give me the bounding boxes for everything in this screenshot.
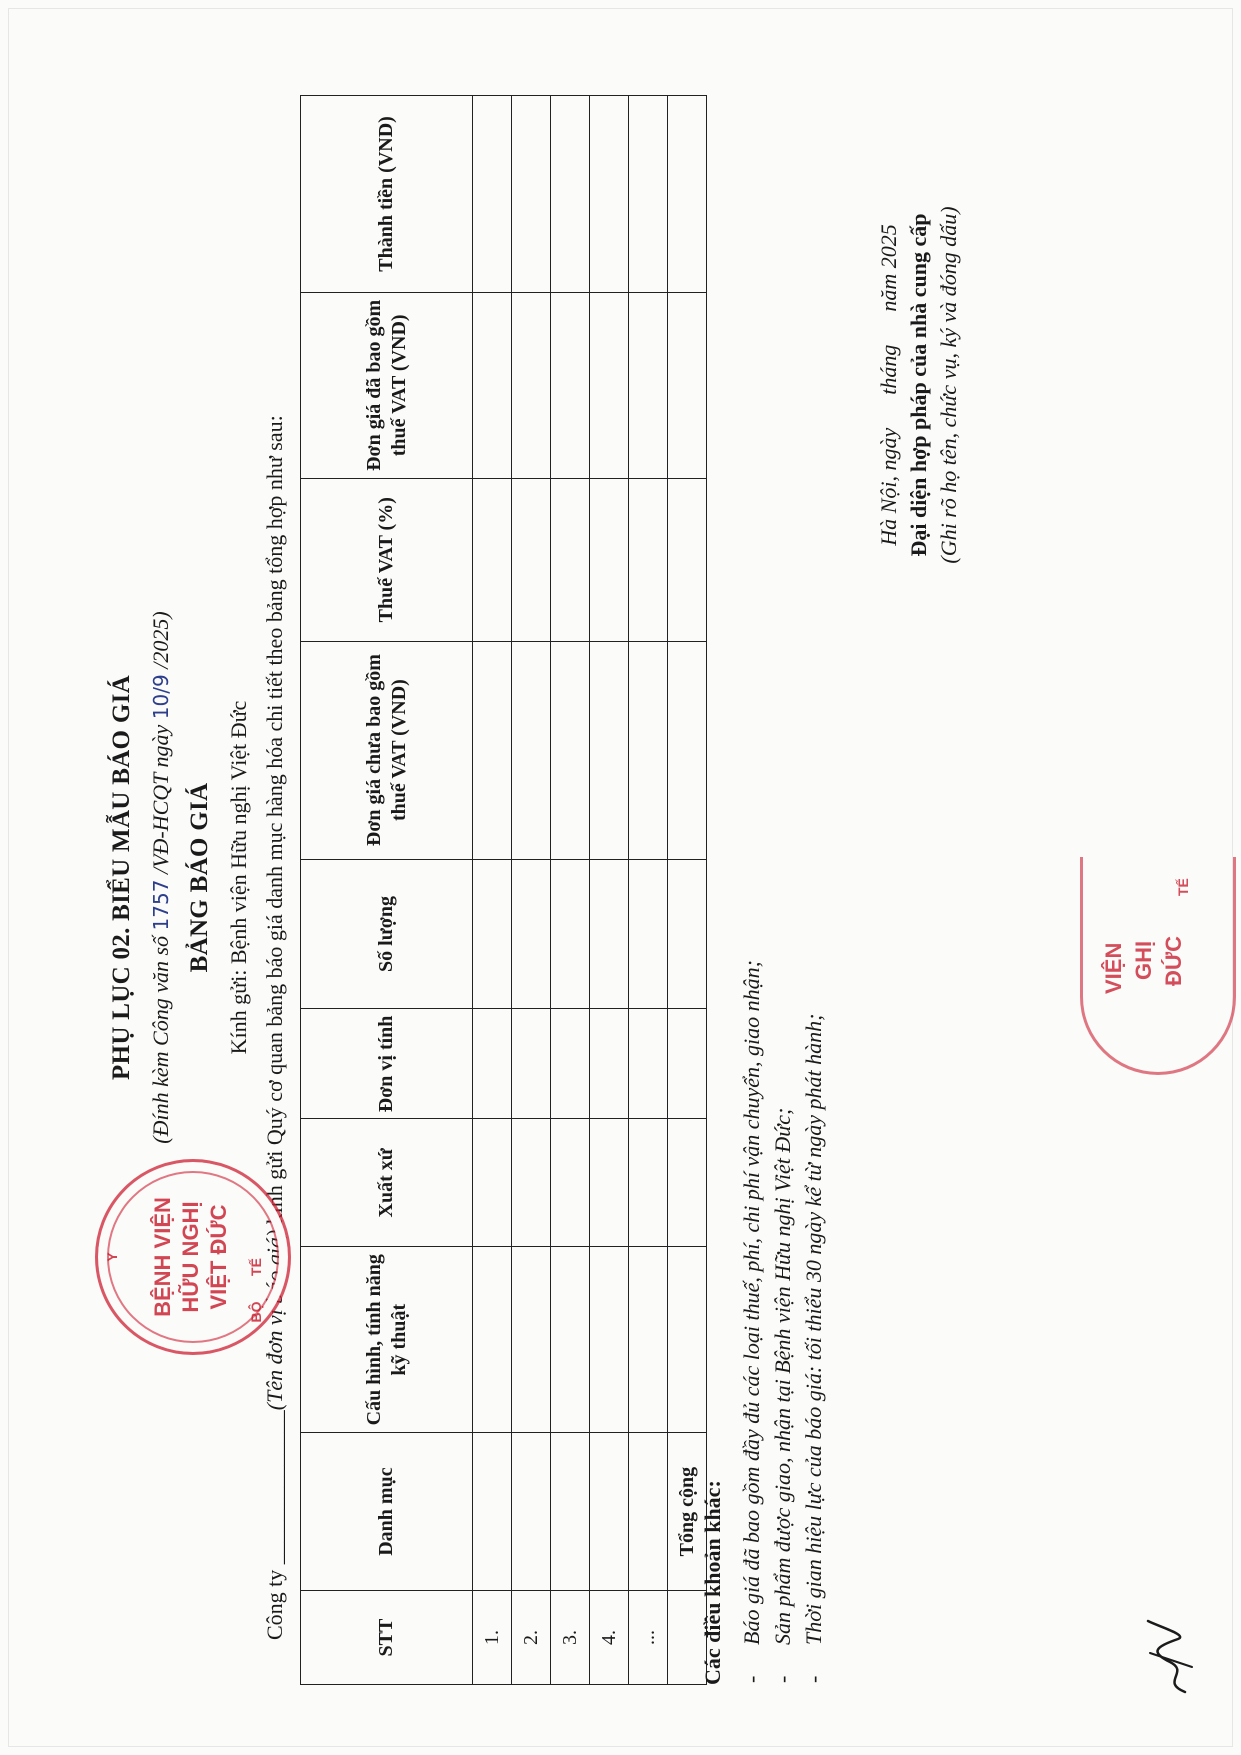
cell[interactable]	[668, 1119, 707, 1247]
handwritten-initial-icon	[1140, 1617, 1200, 1697]
company-line	[262, 40, 288, 1640]
hospital-seal-stamp	[95, 1159, 291, 1355]
cell[interactable]	[668, 1009, 707, 1119]
cell[interactable]	[512, 292, 551, 478]
cell[interactable]	[551, 1009, 590, 1119]
cell[interactable]	[512, 1119, 551, 1247]
recipient-line: Kính gửi: Bệnh viện Hữu nghị Việt Đức	[226, 700, 251, 1055]
company-label: Công ty	[262, 1569, 287, 1640]
document-title: PHỤ LỤC 02. BIỂU MẪU BÁO GIÁ	[108, 675, 135, 1080]
partial-stamp-line-3: ĐỨC	[1161, 935, 1186, 986]
table-header-row	[301, 96, 473, 1685]
term-item: - Sản phẩm được giao, nhận tại Bệnh viện Hữu nghị Việt Đức;	[767, 960, 798, 1645]
header-thue-vat: Thuế VAT (%)	[301, 478, 473, 641]
company-hint: (Tên đơn vị báo giá)	[262, 1229, 287, 1411]
cell[interactable]	[668, 292, 707, 478]
cell[interactable]	[629, 478, 668, 641]
row-index: 4.	[590, 1591, 629, 1685]
stamp-line-1: BỆNH VIỆN	[150, 1197, 175, 1317]
cell[interactable]	[473, 1247, 512, 1433]
table-row	[551, 96, 590, 1685]
total-row	[668, 96, 707, 1685]
cell[interactable]	[629, 641, 668, 859]
row-index: 1.	[473, 1591, 512, 1685]
company-blank: ______________	[262, 1410, 287, 1565]
partial-stamp-line-2: GHỊ	[1131, 940, 1156, 980]
table-row	[629, 96, 668, 1685]
header-so-luong: Số lượng	[301, 859, 473, 1009]
cell[interactable]	[629, 1119, 668, 1247]
cell[interactable]	[668, 1247, 707, 1433]
company-text: kính gửi Quý cơ quan bảng báo giá danh mục hàng hóa chi tiết theo bảng tổng hợp như sau:	[262, 415, 287, 1225]
header-don-gia-chua-vat: Đơn giá chưa bao gồm thuế VAT (VND)	[301, 641, 473, 859]
cell[interactable]	[629, 1433, 668, 1591]
cell[interactable]	[551, 292, 590, 478]
term-item: - Báo giá đã bao gồm đầy đủ các loại thuế, phí, chi phí vận chuyển, giao nhận;	[736, 960, 767, 1645]
cell[interactable]	[590, 859, 629, 1009]
cell[interactable]	[590, 641, 629, 859]
cell[interactable]	[590, 1119, 629, 1247]
cell[interactable]	[551, 1119, 590, 1247]
header-stt: STT	[301, 1591, 473, 1685]
cell[interactable]	[473, 292, 512, 478]
cell[interactable]	[512, 641, 551, 859]
row-index: 3.	[551, 1591, 590, 1685]
cell[interactable]	[473, 641, 512, 859]
term-item: - Thời gian hiệu lực của báo giá: tối thiểu 30 ngày kể từ ngày phát hành;	[798, 960, 829, 1645]
header-cau-hinh: Cấu hình, tính năng kỹ thuật	[301, 1247, 473, 1433]
stamp-line-2: HỮU NGHỊ	[178, 1201, 203, 1313]
cell[interactable]	[629, 96, 668, 293]
cell[interactable]	[668, 859, 707, 1009]
cell[interactable]	[512, 859, 551, 1009]
signature-note: (Ghi rõ họ tên, chức vụ, ký và đóng dấu)	[936, 206, 961, 564]
cell[interactable]	[590, 1009, 629, 1119]
header-don-vi: Đơn vị tính	[301, 1009, 473, 1119]
cell[interactable]	[668, 96, 707, 293]
cell[interactable]	[590, 1247, 629, 1433]
table-title: BẢNG BÁO GIÁ	[186, 782, 213, 973]
cell[interactable]	[590, 478, 629, 641]
terms-list	[736, 960, 829, 1645]
cell[interactable]	[551, 1247, 590, 1433]
cell[interactable]	[473, 1009, 512, 1119]
cell[interactable]	[629, 1247, 668, 1433]
stamp-rim-right: TẾ	[248, 1258, 264, 1276]
signature-date: Hà Nội, ngày tháng năm 2025	[876, 224, 901, 546]
cell[interactable]	[512, 96, 551, 293]
cell[interactable]	[473, 478, 512, 641]
cell[interactable]	[590, 292, 629, 478]
partial-seal-stamp	[1080, 857, 1236, 1075]
cell[interactable]	[629, 859, 668, 1009]
doc-year: /2025)	[148, 611, 173, 669]
cell[interactable]	[512, 478, 551, 641]
cell[interactable]	[473, 1119, 512, 1247]
quote-table	[300, 95, 707, 1685]
doc-date-handwritten: 10/9	[149, 674, 173, 720]
cell[interactable]	[668, 641, 707, 859]
total-label: Tổng cộng	[668, 1433, 707, 1591]
row-index: 2.	[512, 1591, 551, 1685]
row-index: ...	[629, 1591, 668, 1685]
cell[interactable]	[512, 1433, 551, 1591]
cell[interactable]	[512, 1009, 551, 1119]
cell[interactable]	[512, 1247, 551, 1433]
cell[interactable]	[473, 96, 512, 293]
doc-code: /VĐ-HCQT ngày	[148, 724, 173, 875]
cell[interactable]	[629, 1009, 668, 1119]
table-row	[512, 96, 551, 1685]
header-danh-muc: Danh mục	[301, 1433, 473, 1591]
partial-stamp-rim: TẾ	[1175, 878, 1191, 896]
header-thanh-tien: Thành tiền (VND)	[301, 96, 473, 293]
cell[interactable]	[473, 1433, 512, 1591]
cell[interactable]	[551, 96, 590, 293]
cell[interactable]	[668, 478, 707, 641]
attachment-line	[148, 0, 174, 1755]
signature-title: Đại diện hợp pháp của nhà cung cấp	[906, 213, 931, 557]
doc-number-handwritten: 1757	[149, 879, 173, 931]
cell[interactable]	[629, 292, 668, 478]
cell[interactable]	[551, 1433, 590, 1591]
table-row	[590, 96, 629, 1685]
header-don-gia-co-vat: Đơn giá đã bao gồm thuế VAT (VND)	[301, 292, 473, 478]
partial-stamp-line-1: VIỆN	[1101, 942, 1126, 994]
stamp-line-3: VIỆT ĐỨC	[206, 1204, 231, 1310]
terms-heading: Các điều khoản khác:	[700, 1480, 725, 1685]
cell[interactable]	[590, 1433, 629, 1591]
table-row	[473, 96, 512, 1685]
cell[interactable]	[590, 96, 629, 293]
attach-prefix: (Đính kèm Công văn số	[148, 935, 173, 1144]
header-xuat-xu: Xuất xứ	[301, 1119, 473, 1247]
cell[interactable]	[551, 641, 590, 859]
stamp-rim-top: Y	[104, 1252, 120, 1262]
cell[interactable]	[473, 859, 512, 1009]
cell[interactable]	[551, 478, 590, 641]
stamp-rim-bottom: BỘ	[248, 1301, 264, 1323]
cell[interactable]	[551, 859, 590, 1009]
